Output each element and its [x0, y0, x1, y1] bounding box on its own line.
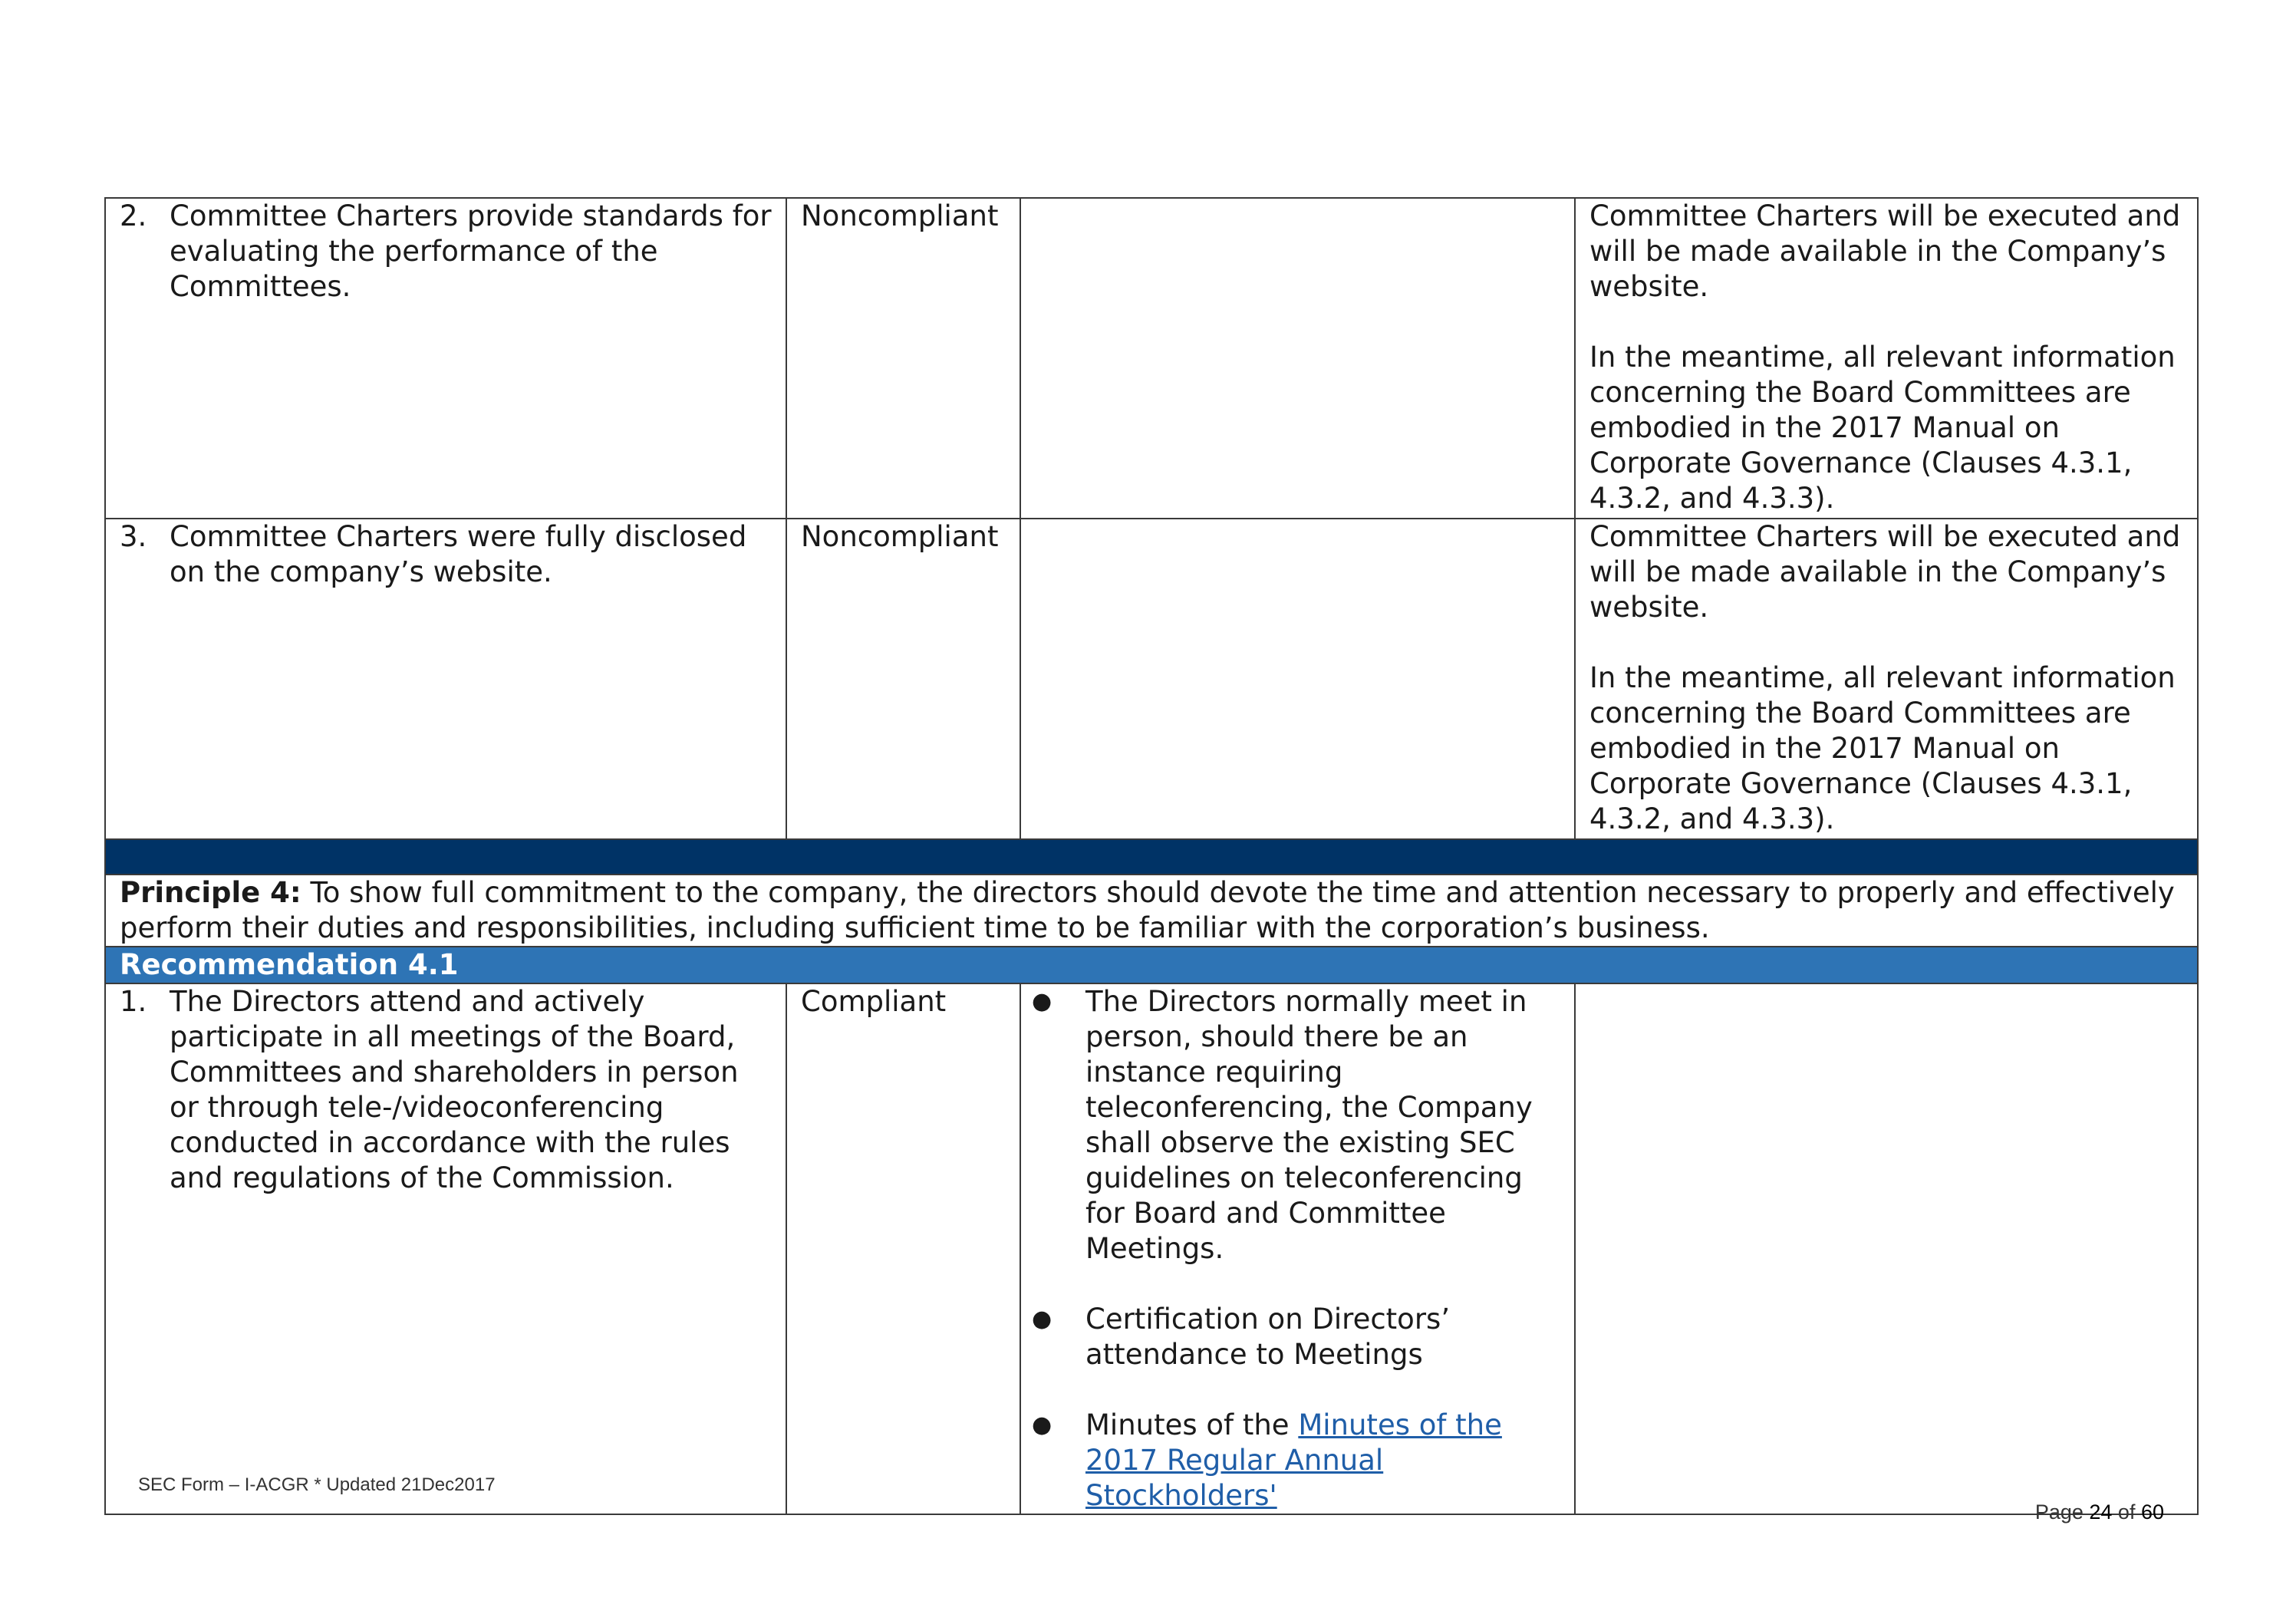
table-row: [105, 983, 2198, 1514]
item-text: Committee Charters were fully disclosed on the company’s website.: [170, 520, 747, 588]
principle-cell: [105, 875, 2198, 947]
page-total: 60: [2140, 1500, 2164, 1524]
recommendation-cell: [105, 198, 786, 519]
compliance-cell: Noncompliant: [786, 519, 1020, 839]
details-list: [1029, 984, 1560, 1514]
item-number: 1.: [120, 985, 147, 1018]
explanation-cell: [1575, 519, 2198, 839]
bullet-icon: ●: [1032, 988, 1052, 1015]
explanation-paragraph: Committee Charters will be executed and will be made available in the Company’s website.: [1589, 520, 2181, 624]
recommendation-header: Recommendation 4.1: [105, 947, 2198, 983]
explanation-paragraph: Committee Charters will be executed and will be made available in the Company’s website.: [1589, 199, 2181, 303]
governance-table: [104, 197, 2199, 1515]
bullet-icon: ●: [1032, 1306, 1052, 1332]
minutes-link[interactable]: Minutes of the 2017 Regular Annual Stockholders': [1085, 1408, 1502, 1512]
details-cell: [1020, 519, 1575, 839]
principle-row: [105, 875, 2198, 947]
section-divider-row: [105, 839, 2198, 875]
details-cell: [1020, 198, 1575, 519]
bullet-icon: ●: [1032, 1412, 1052, 1438]
recommendation-header-row: [105, 947, 2198, 983]
item-number: 2.: [120, 199, 147, 232]
principle-label: Principle 4:: [120, 876, 301, 909]
explanation-cell: [1575, 983, 2198, 1514]
principle-text: To show full commitment to the company, the directors should devote the time and attention necessary to properly and effectively perform their duties and responsibilities, including sufficient time to be familiar with the corporation’s business.: [120, 876, 2175, 944]
item-text: Committee Charters provide standards for evaluating the performance of the Committees.: [170, 199, 772, 303]
item-text: The Directors attend and actively participate in all meetings of the Board, Committees and shareholders in person or through tele-/videoconferencing conducted in accordance with the rules and regulations of the Commission.: [170, 985, 739, 1194]
list-item: ● Minutes of the Minutes of the 2017 Regular Annual Stockholders': [1029, 1408, 1560, 1514]
recommendation-cell: [105, 983, 786, 1514]
list-item: ● Certification on Directors’ attendance to Meetings: [1029, 1302, 1560, 1372]
compliance-cell: Compliant: [786, 983, 1020, 1514]
section-divider: [105, 839, 2198, 875]
table-row: [105, 198, 2198, 519]
table-row: [105, 519, 2198, 839]
explanation-cell: [1575, 198, 2198, 519]
compliance-cell: Noncompliant: [786, 198, 1020, 519]
page-current: 24: [2089, 1500, 2113, 1524]
explanation-paragraph: In the meantime, all relevant information concerning the Board Committees are embodied in the 2017 Manual on Corporate Governance (Clauses 4.3.1, 4.3.2, and 4.3.3).: [1589, 661, 2176, 835]
details-cell: [1020, 983, 1575, 1514]
list-item: ● The Directors normally meet in person, should there be an instance requiring teleconferencing, the Company shall observe the existing SEC guidelines on teleconferencing for Board and Committee Meetings.: [1029, 984, 1560, 1267]
form-footer: SEC Form – I-ACGR * Updated 21Dec2017: [138, 1474, 496, 1495]
explanation-paragraph: In the meantime, all relevant information concerning the Board Committees are embodied in the 2017 Manual on Corporate Governance (Clauses 4.3.1, 4.3.2, and 4.3.3).: [1589, 341, 2176, 515]
recommendation-cell: [105, 519, 786, 839]
page-number: Page 24 of 60: [2034, 1500, 2164, 1524]
item-number: 3.: [120, 520, 147, 553]
